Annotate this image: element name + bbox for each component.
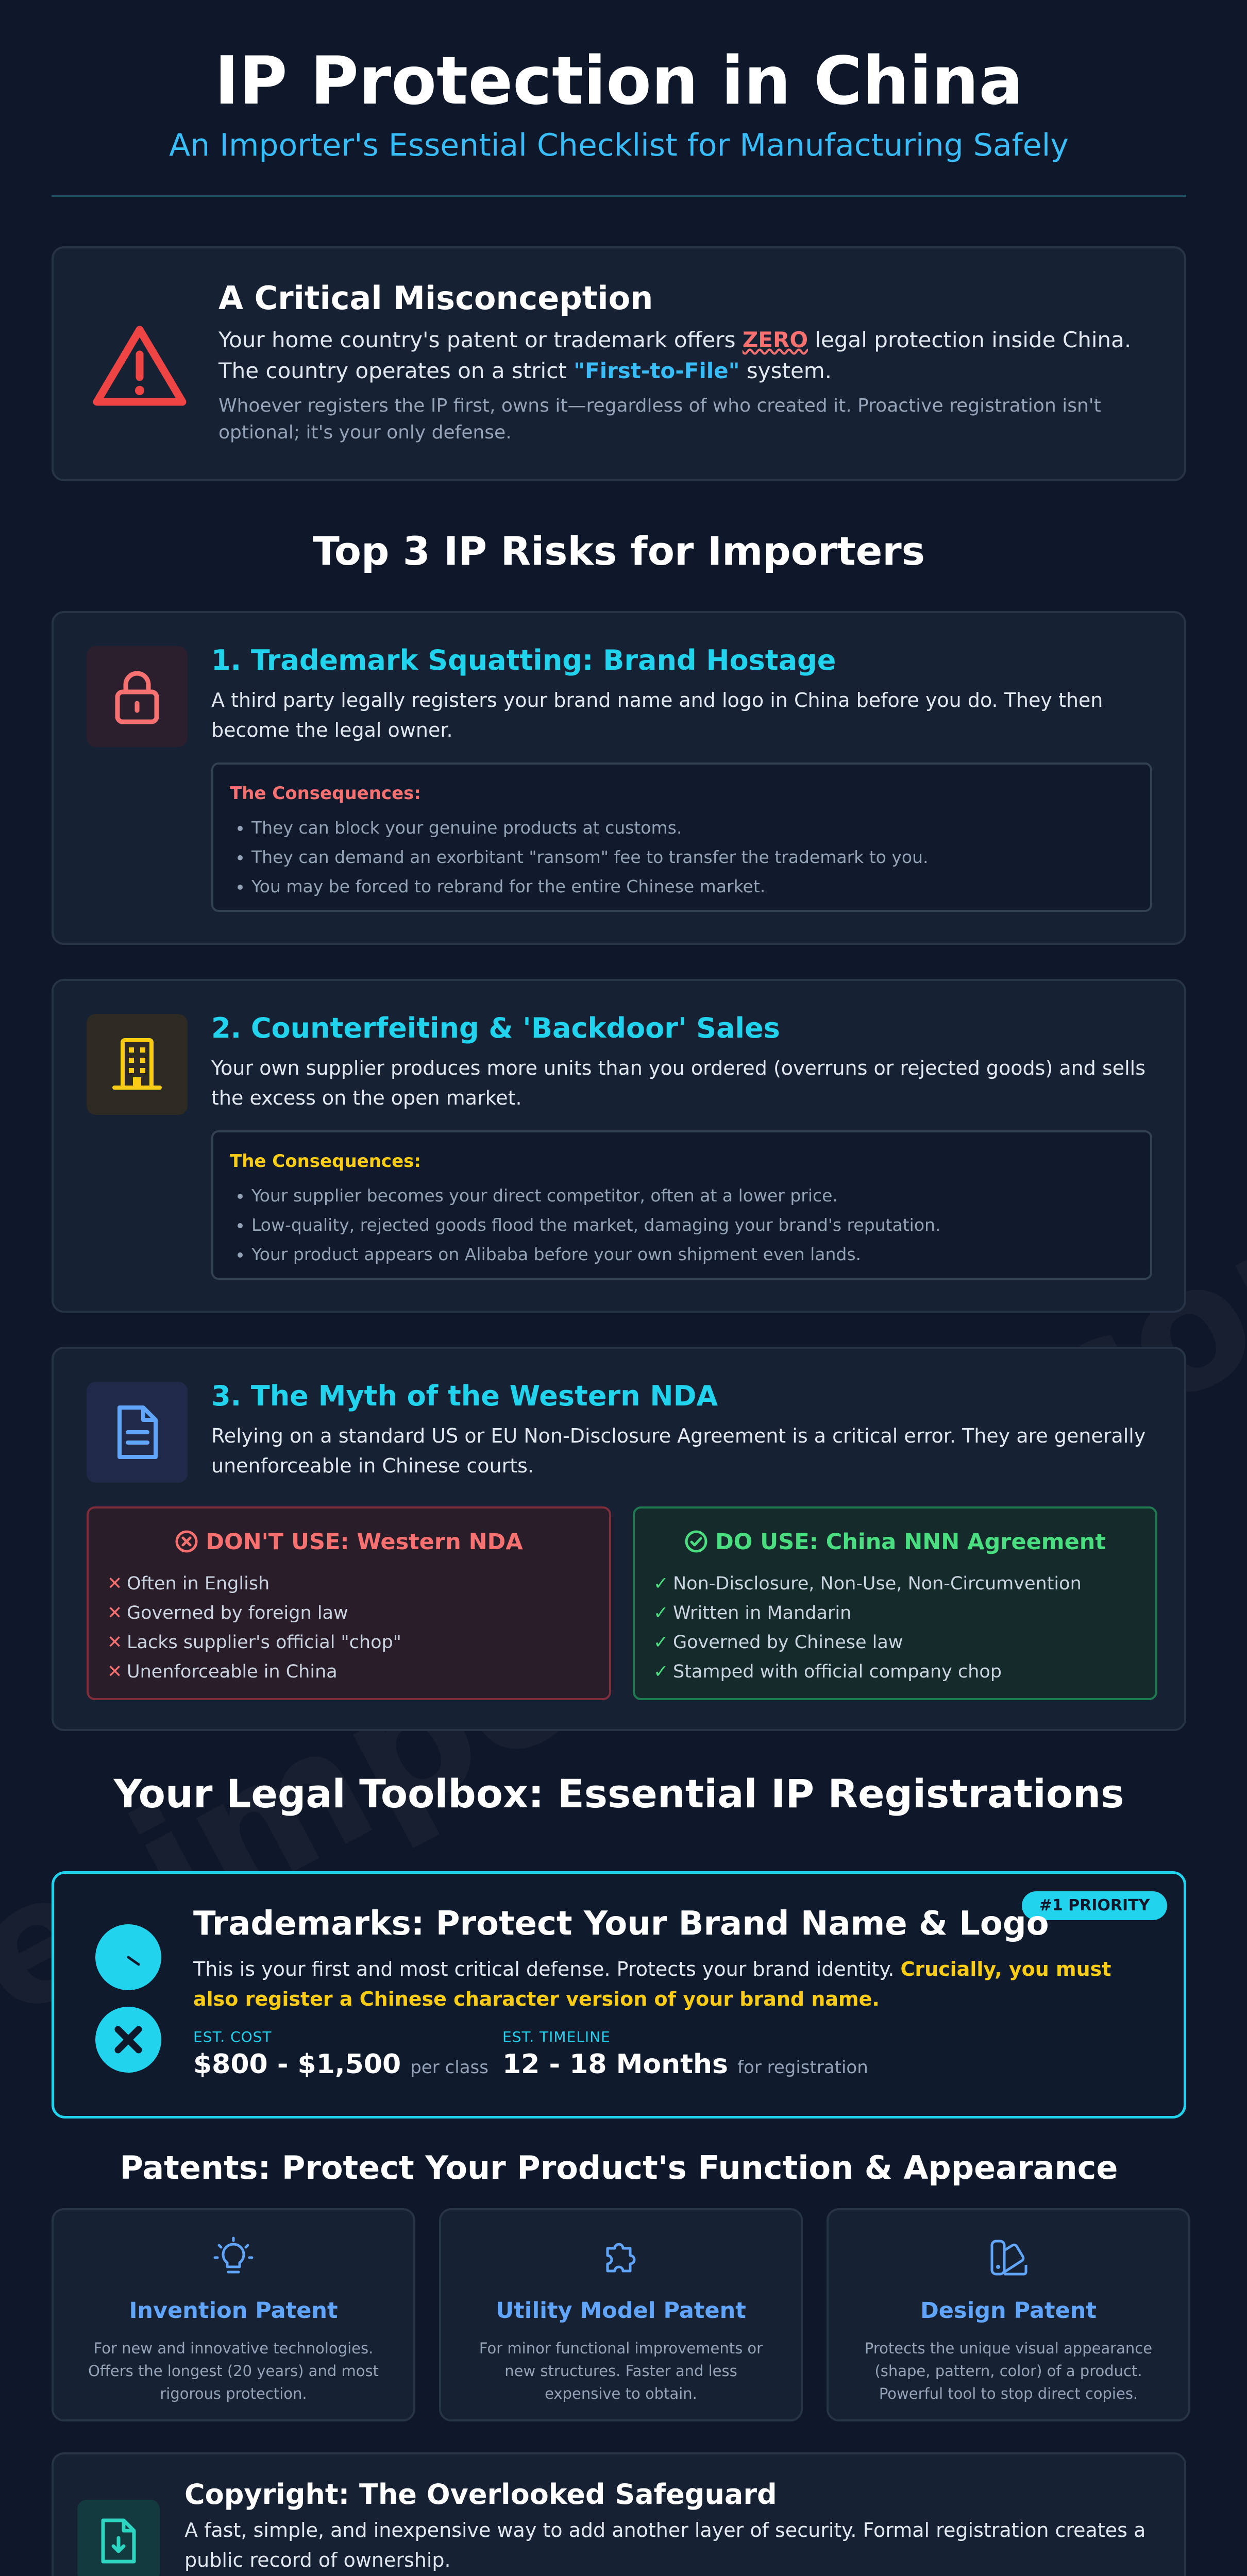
x-circle-icon [175,1530,198,1553]
copyright-description: A fast, simple, and inexpensive way to add another layer of security. Formal registration creates a public record of ownership. [184,2519,1146,2571]
list-item: ✕ Often in English [107,1573,270,1594]
check-circle-icon [684,1530,708,1553]
timer-icon [94,1923,162,1991]
patent-title: Design Patent [920,2298,1097,2324]
list-item: • You may be forced to rebrand for the entire Chinese market. [251,872,929,901]
consequences-box [211,762,1152,912]
dont-use-list [107,1569,401,1687]
risk-description: Relying on a standard US or EU Non-Disclosure Agreement is a critical error. They are generally unenforceable in Chinese courts. [211,1425,1146,1477]
patents-row [52,2208,1186,2417]
trademark-card [52,1871,1186,2119]
patent-title: Invention Patent [129,2298,338,2324]
palette-swatch-icon [987,2236,1030,2279]
risk-title: 3. The Myth of the Western NDA [211,1380,718,1412]
zero-highlight: ZERO [742,327,808,352]
patent-description: For minor functional improvements or new structures. Faster and less expensive to obtain. [479,2340,763,2402]
copyright-title: Copyright: The Overlooked Safeguard [184,2478,777,2511]
do-use-box [633,1506,1157,1700]
risks-section-title: Top 3 IP Risks for Importers [312,528,925,574]
trademark-description: This is your first and most critical defense. Protects your brand identity. Crucially, you must also register a Chinese character version of your brand name. [193,1958,1111,2010]
misconception-title: A Critical Misconception [218,279,653,317]
misconception-subtext: Whoever registers the IP first, owns it—regardless of who created it. Proactive registration isn't optional; it's your only defense. [218,395,1101,443]
cost-label: EST. COST [193,2028,272,2045]
risk-description: A third party legally registers your brand name and logo in China before you do. They then become the legal owner. [211,689,1103,741]
dont-use-title: DON'T USE: Western NDA [206,1529,523,1555]
list-item: ✓ Governed by Chinese law [653,1632,903,1653]
header [52,0,1186,197]
first-to-file-highlight: "First-to-File" [574,358,740,383]
consequences-list [230,1181,940,1269]
patent-card-utility-model [439,2208,803,2421]
risk-title: 1. Trademark Squatting: Brand Hostage [211,644,836,676]
list-item: • Your product appears on Alibaba before your own shipment even lands. [251,1240,940,1269]
lightbulb-icon [212,2236,255,2279]
consequences-box [211,1130,1152,1280]
file-download-icon [77,2500,160,2576]
factory-building-icon [87,1014,188,1115]
list-item: • They can demand an exorbitant "ransom" fee to transfer the trademark to you. [251,842,929,872]
patent-description: Protects the unique visual appearance (shape, pattern, color) of a product. Powerful tool to stop direct copies. [864,2340,1153,2402]
close-circle-icon [94,2006,162,2074]
document-icon [87,1382,188,1483]
patent-description: For new and innovative technologies. Offers the longest (20 years) and most rigorous protection. [88,2340,379,2402]
list-item: • Low-quality, rejected goods flood the market, damaging your brand's reputation. [251,1210,940,1240]
cost-value: $800 - $1,500 per class [193,2049,488,2080]
misconception-card [52,246,1186,481]
consequences-title: The Consequences: [230,783,421,804]
page-container [52,0,1186,2576]
risk-card-western-nda [52,1347,1186,1731]
trademark-title: Trademarks: Protect Your Brand Name & Logo [193,1905,1049,1943]
list-item: ✓ Written in Mandarin [653,1603,852,1623]
copyright-card [52,2452,1186,2576]
timeline-label: EST. TIMELINE [502,2028,611,2045]
page-subtitle: An Importer's Essential Checklist for Manufacturing Safely [169,127,1069,163]
lock-icon [87,646,188,747]
list-item: ✓ Non-Disclosure, Non-Use, Non-Circumvention [653,1573,1082,1594]
do-use-list [653,1569,1082,1687]
misconception-text: Your home country's patent or trademark offers ZERO legal protection inside China. The country operates on a strict "First-to-File" system. [218,327,1132,383]
risk-title: 2. Counterfeiting & 'Backdoor' Sales [211,1012,780,1044]
chinese-name-highlight: Crucially, you must also register a Chinese character version of your brand name. [193,1958,1111,2010]
page-title: IP Protection in China [214,43,1023,120]
risk-description: Your own supplier produces more units than you ordered (overruns or rejected goods) and sells the excess on the open market. [211,1057,1146,1109]
risk-card-trademark-squatting [52,611,1186,945]
priority-badge: #1 PRIORITY [1022,1891,1167,1920]
timeline-value: 12 - 18 Months for registration [502,2049,868,2080]
toolbox-section-title: Your Legal Toolbox: Essential IP Registrations [113,1771,1124,1817]
consequences-list [230,813,929,901]
warning-icon [92,325,188,407]
puzzle-icon [599,2236,643,2279]
list-item: ✕ Governed by foreign law [107,1603,348,1623]
patent-card-design [827,2208,1190,2421]
header-divider [52,195,1186,197]
risk-card-counterfeiting [52,979,1186,1313]
dont-use-box [87,1506,611,1700]
list-item: • Your supplier becomes your direct competitor, often at a lower price. [251,1181,940,1210]
list-item: • They can block your genuine products at customs. [251,813,929,842]
do-use-title: DO USE: China NNN Agreement [715,1529,1106,1555]
list-item: ✕ Unenforceable in China [107,1662,338,1682]
consequences-title: The Consequences: [230,1151,421,1172]
patents-section-title: Patents: Protect Your Product's Function & Appearance [120,2149,1118,2187]
list-item: ✕ Lacks supplier's official "chop" [107,1632,401,1653]
list-item: ✓ Stamped with official company chop [653,1662,1002,1682]
patent-title: Utility Model Patent [496,2298,746,2324]
patent-card-invention [52,2208,415,2421]
